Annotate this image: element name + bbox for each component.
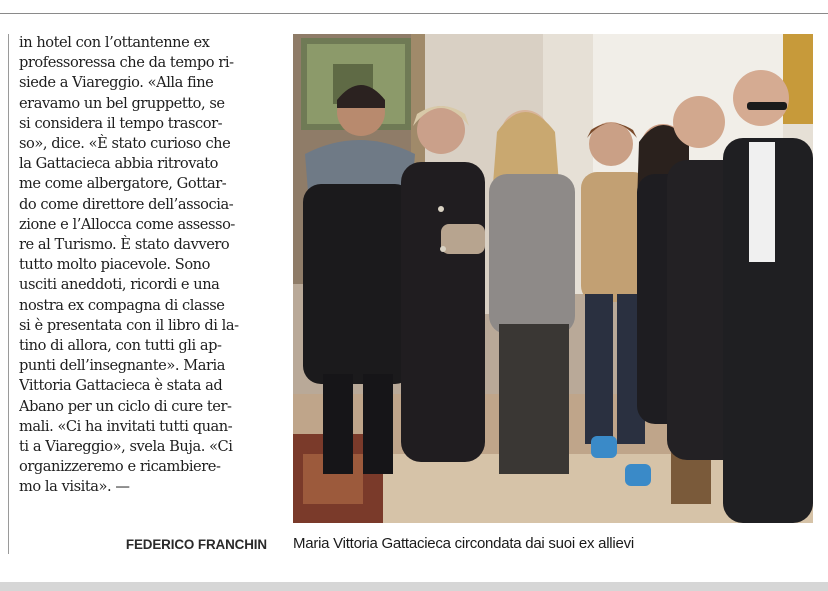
article-line: so», dice. «È stato curioso che bbox=[19, 135, 231, 153]
article-line: si è presentata con il libro di la- bbox=[19, 316, 239, 334]
article-line: si considera il tempo trascor- bbox=[19, 114, 223, 132]
article-line: do come direttore dell’associa- bbox=[19, 195, 234, 213]
author-byline: FEDERICO FRANCHIN bbox=[125, 537, 267, 552]
article-line: Abano per un ciclo di cure ter- bbox=[19, 397, 232, 415]
article-line: tino di allora, con tutti gli ap- bbox=[19, 337, 222, 355]
article-line: professoressa che da tempo ri- bbox=[19, 54, 234, 72]
article-line: organizzeremo e ricambiere- bbox=[19, 458, 221, 476]
top-divider bbox=[0, 13, 828, 14]
article-line: Vittoria Gattacieca è stata ad bbox=[19, 377, 223, 395]
group-photo bbox=[293, 34, 813, 523]
photo-caption: Maria Vittoria Gattacieca circondata dai suoi ex allievi bbox=[293, 535, 634, 552]
article-line: mali. «Ci ha invitati tutti quan- bbox=[19, 417, 233, 435]
article-line: me come albergatore, Gottar- bbox=[19, 175, 227, 193]
article-line: mo la visita». — bbox=[19, 478, 130, 496]
article-line: la Gattacieca abbia ritrovato bbox=[19, 155, 218, 173]
article-line: re al Turismo. È stato davvero bbox=[19, 236, 230, 254]
article-line: siede a Viareggio. «Alla fine bbox=[19, 74, 214, 92]
article-line: zione e l’Allocca come assesso- bbox=[19, 215, 235, 233]
column-divider bbox=[8, 34, 9, 554]
bottom-band bbox=[0, 582, 828, 591]
article-line: eravamo un bel gruppetto, se bbox=[19, 94, 225, 112]
article-line: nostra ex compagna di classe bbox=[19, 296, 225, 314]
article-text bbox=[19, 33, 269, 498]
article-line: usciti aneddoti, ricordi e una bbox=[19, 276, 220, 294]
article-line: ti a Viareggio», svela Buja. «Ci bbox=[19, 438, 233, 456]
article-line: tutto molto piacevole. Sono bbox=[19, 256, 210, 274]
article-line: punti dell’insegnante». Maria bbox=[19, 357, 225, 375]
article-line: in hotel con l’ottantenne ex bbox=[19, 34, 210, 51]
